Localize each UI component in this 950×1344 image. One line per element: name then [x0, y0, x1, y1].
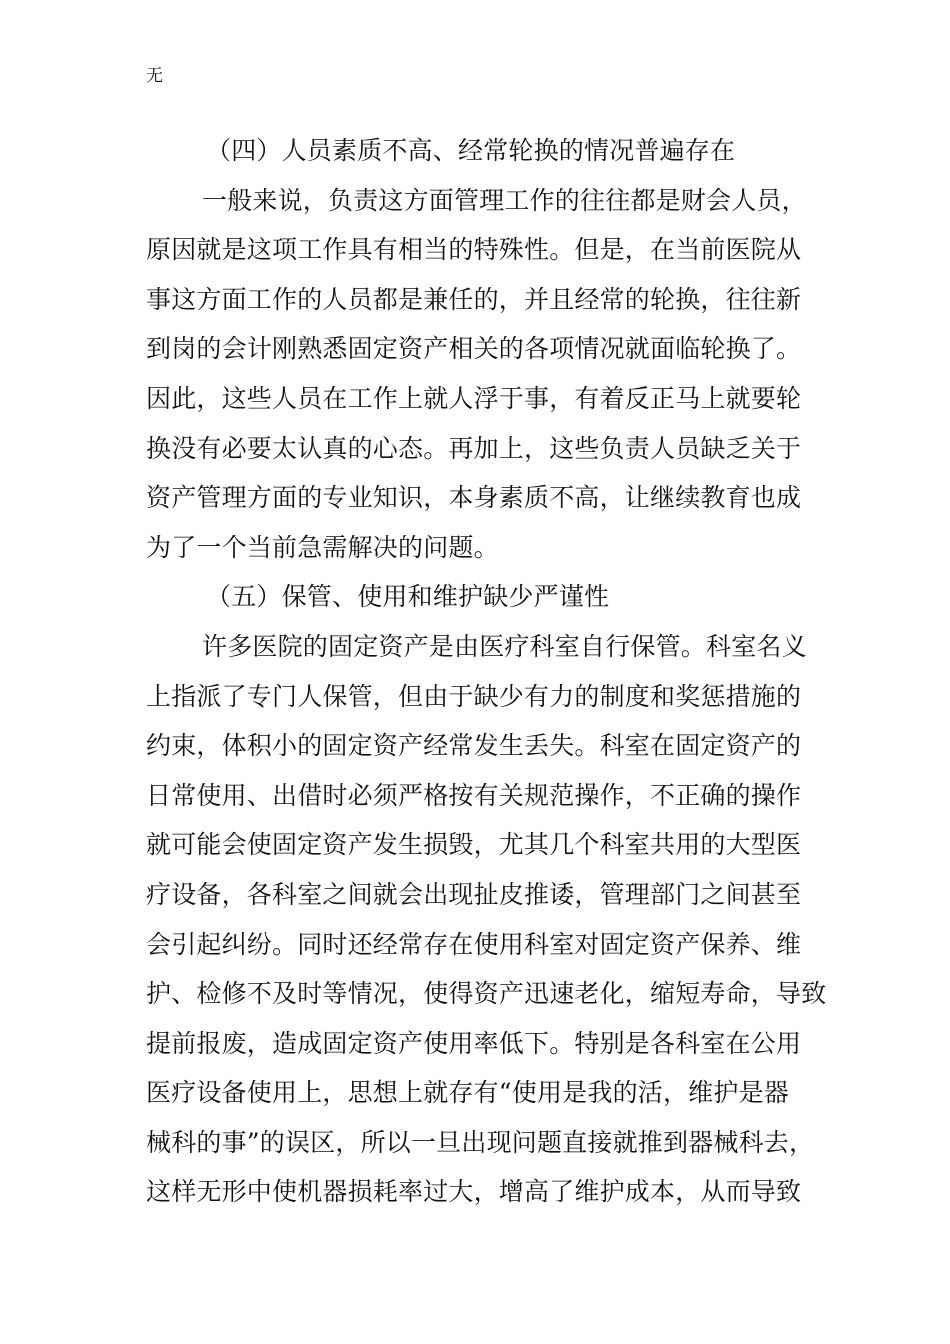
paragraph-line: 资产管理方面的专业知识，本身素质不高，让继续教育也成 — [146, 483, 802, 513]
paragraph-line: 医疗设备使用上，思想上就存有“使用是我的活，维护是器 — [146, 1078, 789, 1108]
paragraph-line: 为了一个当前急需解决的问题。 — [146, 532, 499, 562]
paragraph-line: 提前报废，造成固定资产使用率低下。特别是各科室在公用 — [146, 1028, 802, 1058]
paragraph-line: 事这方面工作的人员都是兼任的，并且经常的轮换，往往新 — [146, 284, 802, 314]
section-heading-4: （四）人员素质不高、经常轮换的情况普遍存在 — [206, 136, 736, 165]
paragraph-line: 会引起纠纷。同时还经常存在使用科室对固定资产保养、维 — [146, 929, 802, 959]
paragraph-line: 护、检修不及时等情况，使得资产迅速老化，缩短寿命，导致 — [146, 979, 827, 1009]
paragraph-line: 到岗的会计刚熟悉固定资产相关的各项情况就面临轮换了。 — [146, 334, 802, 364]
paragraph-line: 约束，体积小的固定资产经常发生丢失。科室在固定资产的 — [146, 731, 802, 761]
paragraph-line: 上指派了专门人保管，但由于缺少有力的制度和奖惩措施的 — [146, 681, 802, 711]
paragraph-line: 许多医院的固定资产是由医疗科室自行保管。科室名义 — [202, 631, 807, 661]
paragraph-line: 械科的事”的误区，所以一旦出现问题直接就推到器械科去， — [146, 1127, 815, 1157]
page-header-mark: 无 — [146, 66, 163, 86]
document-body — [146, 126, 830, 1217]
paragraph-line: 这样无形中使机器损耗率过大，增高了维护成本，从而导致 — [146, 1177, 802, 1207]
section-heading-5: （五）保管、使用和维护缺少严谨性 — [206, 582, 610, 612]
paragraph-line: 原因就是这项工作具有相当的特殊性。但是，在当前医院从 — [146, 235, 802, 265]
paragraph-line: 疗设备，各科室之间就会出现扯皮推诿，管理部门之间甚至 — [146, 879, 802, 909]
paragraph-line: 日常使用、出借时必须严格按有关规范操作，不正确的操作 — [146, 780, 802, 810]
paragraph-line: 就可能会使固定资产发生损毁，尤其几个科室共用的大型医 — [146, 830, 802, 860]
paragraph-line: 换没有必要太认真的心态。再加上，这些负责人员缺乏关于 — [146, 433, 802, 463]
paragraph-line: 因此，这些人员在工作上就人浮于事，有着反正马上就要轮 — [146, 383, 802, 413]
paragraph-line: 一般来说，负责这方面管理工作的往往都是财会人员， — [202, 185, 807, 215]
